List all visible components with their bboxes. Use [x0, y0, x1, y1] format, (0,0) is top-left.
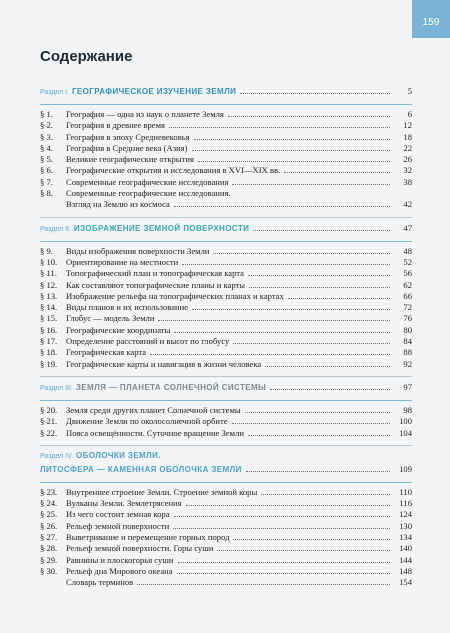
entry-page: 100 — [399, 416, 412, 427]
entry-title: Географическая карта — [66, 347, 147, 358]
section-title: ОБОЛОЧКИ ЗЕМЛИ. — [76, 450, 161, 460]
entry-page: 88 — [403, 347, 412, 358]
entry-page: 18 — [403, 131, 412, 142]
toc-entry[interactable] — [40, 268, 412, 279]
entry-page: 66 — [403, 290, 412, 301]
section-label: Раздел I. — [40, 89, 69, 96]
toc-entry[interactable] — [40, 336, 412, 347]
entry-page: 130 — [399, 520, 412, 531]
section-label: Раздел IV. — [40, 452, 73, 460]
section-rule — [40, 482, 412, 483]
toc-entry[interactable] — [40, 325, 412, 336]
section-divider — [40, 376, 412, 377]
section-title: ЗЕМЛЯ — ПЛАНЕТА СОЛНЕЧНОЙ СИСТЕМЫ — [75, 382, 267, 392]
entry-number: § 29. — [40, 554, 58, 565]
entry-page: 104 — [399, 427, 412, 438]
entry-page: 12 — [403, 120, 412, 131]
toc-entry[interactable] — [40, 509, 412, 520]
entry-page: 140 — [399, 543, 412, 554]
dot-leader — [248, 275, 390, 276]
dot-leader — [232, 423, 390, 424]
entry-title: Вулканы Земли. Землетрясения — [66, 498, 182, 509]
entry-title: Рельеф земной поверхности — [66, 520, 170, 531]
entry-number: § 7. — [40, 176, 53, 187]
entry-title: География в древнее время — [66, 120, 166, 131]
section-title: ГЕОГРАФИЧЕСКОЕ ИЗУЧЕНИЕ ЗЕМЛИ — [71, 87, 237, 96]
entry-title: Географические открытия и исследования в XVI—XIX вв. — [66, 165, 281, 176]
entry-page: 98 — [403, 404, 412, 415]
entry-number: § 9. — [40, 245, 53, 256]
entry-title: Великие географические открытия — [66, 154, 194, 165]
toc-entry[interactable] — [40, 132, 412, 143]
entry-number: § 15. — [40, 313, 58, 324]
entry-page: 38 — [403, 176, 412, 187]
entry-page: 56 — [403, 268, 412, 279]
entry-title: Внутреннее строение Земли. Строение земной коры — [66, 486, 258, 497]
entry-number: § 24. — [40, 498, 58, 509]
entry-number: § 27. — [40, 532, 58, 543]
toc-entry[interactable] — [40, 143, 412, 154]
entry-title: Виды планов и их использование — [66, 302, 189, 313]
dot-leader — [228, 116, 390, 117]
entry-title: Движение Земли по околосолнечной орбите — [66, 416, 228, 427]
entry-title: Ориентирование на местности — [66, 256, 179, 267]
entry-number: § 4. — [40, 142, 53, 153]
entry-page: 134 — [399, 532, 412, 543]
toc-entry[interactable] — [40, 154, 412, 165]
entry-page: 144 — [399, 554, 412, 565]
section-label: Раздел III. — [40, 384, 73, 392]
toc-entry[interactable] — [40, 416, 412, 427]
entry-title: Выветривание и перемещение горных пород — [66, 532, 230, 543]
entry-title: География — одна из наук о планете Земля — [66, 109, 224, 119]
entry-page: 62 — [403, 279, 412, 290]
toc-entry[interactable] — [40, 246, 412, 257]
toc-entry[interactable] — [40, 487, 412, 498]
entry-number: § 6. — [40, 165, 53, 176]
toc-entry[interactable] — [40, 555, 412, 566]
entry-title: Как составляют топографические планы и карты — [66, 279, 246, 290]
entry-title: Земля среди других планет Солнечной системы — [66, 404, 241, 415]
dot-leader — [198, 161, 390, 162]
dot-leader — [158, 320, 390, 321]
section-4 — [40, 451, 412, 589]
entry-page: 48 — [403, 245, 412, 256]
entry-title: Взгляд на Землю из космоса — [66, 199, 170, 210]
entry-number: § 13. — [40, 290, 58, 301]
section-title: ИЗОБРАЖЕНИЕ ЗЕМНОЙ ПОВЕРХНОСТИ — [73, 223, 250, 233]
dot-leader — [233, 343, 390, 344]
page-title: Содержание — [40, 48, 133, 65]
entry-number: § 23. — [40, 486, 58, 497]
entry-page: 154 — [399, 577, 412, 588]
toc-entry[interactable] — [40, 521, 412, 532]
entry-page: 6 — [407, 109, 412, 119]
toc-entry[interactable] — [40, 188, 412, 199]
section-heading-line-2 — [40, 464, 412, 480]
section-divider — [40, 217, 412, 218]
entry-number: § 19. — [40, 358, 58, 369]
section-divider — [40, 445, 412, 446]
dot-leader — [192, 150, 390, 151]
toc-entry[interactable] — [40, 165, 412, 176]
section-rule — [40, 400, 412, 401]
entry-title: Глобус — модель Земли — [66, 313, 155, 324]
dot-leader — [169, 127, 390, 128]
section-page: 97 — [403, 381, 412, 392]
entry-page: 116 — [399, 498, 412, 509]
dot-leader — [173, 528, 390, 529]
section-heading — [40, 223, 412, 239]
dot-leader — [261, 494, 390, 495]
section-page: 109 — [399, 463, 412, 474]
entry-title: Современные географические исследования — [66, 176, 229, 187]
dot-leader — [182, 264, 390, 265]
dot-leader — [270, 389, 390, 390]
toc-entry[interactable] — [40, 280, 412, 291]
entry-title: Определение расстояний и высот по глобусу — [66, 336, 230, 347]
entry-title: География в эпоху Средневековья — [66, 131, 190, 142]
entry-title: Рельеф земной поверхности. Горы суши — [66, 543, 214, 554]
section-page: 47 — [403, 222, 412, 233]
dot-leader — [240, 93, 390, 94]
entry-page: 22 — [403, 142, 412, 153]
entry-number: § 28. — [40, 543, 58, 554]
dot-leader — [245, 412, 390, 413]
entry-number: § 22. — [40, 427, 58, 438]
entry-page: 26 — [403, 154, 412, 165]
entry-title: Рельеф дна Мирового океана — [66, 565, 173, 576]
page-number-badge: 159 — [412, 0, 450, 38]
section-rule — [40, 241, 412, 242]
entry-number: § 16. — [40, 324, 58, 335]
entry-title: Словарь терминов — [66, 577, 134, 588]
toc-entry[interactable] — [40, 177, 412, 188]
dot-leader — [248, 435, 390, 436]
toc-entry[interactable] — [40, 109, 412, 120]
toc-entry[interactable] — [40, 359, 412, 370]
entry-page: 42 — [403, 199, 412, 210]
toc-entry[interactable] — [40, 120, 412, 131]
entry-number: § 18. — [40, 347, 58, 358]
dot-leader — [178, 562, 390, 563]
dot-leader — [249, 287, 390, 288]
section-2 — [40, 223, 412, 370]
toc-entry[interactable] — [40, 257, 412, 268]
section-heading — [40, 86, 412, 102]
entry-title: Виды изображения поверхности Земли — [66, 245, 210, 256]
entry-page: 32 — [403, 165, 412, 176]
toc-entry[interactable] — [40, 199, 412, 210]
toc-entry[interactable] — [40, 313, 412, 324]
toc-entry[interactable] — [40, 543, 412, 554]
section-rule — [40, 104, 412, 105]
entry-page: 110 — [399, 486, 412, 497]
dot-leader — [174, 516, 390, 517]
dot-leader — [174, 206, 390, 207]
toc-entry[interactable] — [40, 405, 412, 416]
dot-leader — [213, 253, 390, 254]
dot-leader — [232, 184, 390, 185]
toc-entry[interactable] — [40, 347, 412, 358]
entry-page: 52 — [403, 256, 412, 267]
dot-leader — [137, 584, 390, 585]
toc-entry[interactable] — [40, 498, 412, 509]
dot-leader — [177, 573, 390, 574]
toc-entry[interactable] — [40, 428, 412, 439]
dot-leader — [192, 309, 390, 310]
entry-number: § 20. — [40, 404, 58, 415]
table-of-contents — [40, 86, 412, 589]
section-items — [40, 109, 412, 211]
dot-leader — [246, 471, 390, 472]
dot-leader — [186, 505, 390, 506]
entry-number: § 11. — [40, 268, 57, 279]
section-items — [40, 487, 412, 589]
entry-number: § 17. — [40, 336, 58, 347]
entry-number: § 8. — [40, 188, 53, 199]
entry-title: Пояса освещённости. Суточное вращение Земли — [66, 427, 244, 438]
entry-number: § 3. — [40, 131, 53, 142]
section-items — [40, 405, 412, 439]
section-3 — [40, 382, 412, 439]
entry-number: § 12. — [40, 279, 58, 290]
dot-leader — [288, 298, 390, 299]
entry-number: § 14. — [40, 302, 58, 313]
section-heading — [40, 382, 412, 398]
entry-number: § 5. — [40, 154, 53, 165]
section-1 — [40, 86, 412, 211]
dot-leader — [194, 139, 390, 140]
entry-title: Географические координаты — [66, 324, 171, 335]
section-heading — [40, 451, 412, 464]
dot-leader — [174, 332, 390, 333]
dot-leader — [217, 550, 390, 551]
section-label: Раздел II. — [40, 225, 71, 233]
section-title-line-2: ЛИТОСФЕРА — КАМЕННАЯ ОБОЛОЧКА ЗЕМЛИ — [40, 464, 242, 474]
dot-leader — [284, 172, 390, 173]
entry-number: § 25. — [40, 509, 58, 520]
entry-page: 84 — [403, 336, 412, 347]
entry-title: География в Средние века (Азия) — [66, 142, 188, 153]
entry-number: § 21. — [40, 416, 58, 427]
section-items — [40, 246, 412, 370]
entry-title: Топографический план и топографическая карта — [66, 268, 244, 279]
entry-number: § 2. — [40, 120, 53, 131]
entry-title: Из чего состоит земная кора — [66, 509, 170, 520]
dot-leader — [150, 354, 390, 355]
toc-entry[interactable] — [40, 566, 412, 577]
entry-number: § 10. — [40, 256, 58, 267]
dot-leader — [265, 366, 390, 367]
entry-page: 76 — [403, 313, 412, 324]
toc-entry[interactable] — [40, 302, 412, 313]
entry-title: Изображение рельефа на топографических планах и картах — [66, 290, 284, 301]
toc-entry[interactable] — [40, 577, 412, 588]
entry-title: Современные географические исследования. — [66, 188, 231, 199]
dot-leader — [233, 539, 390, 540]
entry-page: 124 — [399, 509, 412, 520]
entry-number: § 1. — [40, 109, 53, 119]
entry-page: 92 — [403, 358, 412, 369]
entry-page: 148 — [399, 565, 412, 576]
entry-title: Географические карты и навигация в жизни человека — [66, 358, 262, 369]
entry-page: 80 — [403, 324, 412, 335]
entry-page: 72 — [403, 302, 412, 313]
toc-entry[interactable] — [40, 291, 412, 302]
entry-number: § 26. — [40, 520, 58, 531]
entry-number: § 30. — [40, 565, 58, 576]
dot-leader — [253, 230, 390, 231]
section-page: 5 — [407, 86, 412, 96]
entry-title: Равнины и плоскогорья суши — [66, 554, 174, 565]
toc-entry[interactable] — [40, 532, 412, 543]
